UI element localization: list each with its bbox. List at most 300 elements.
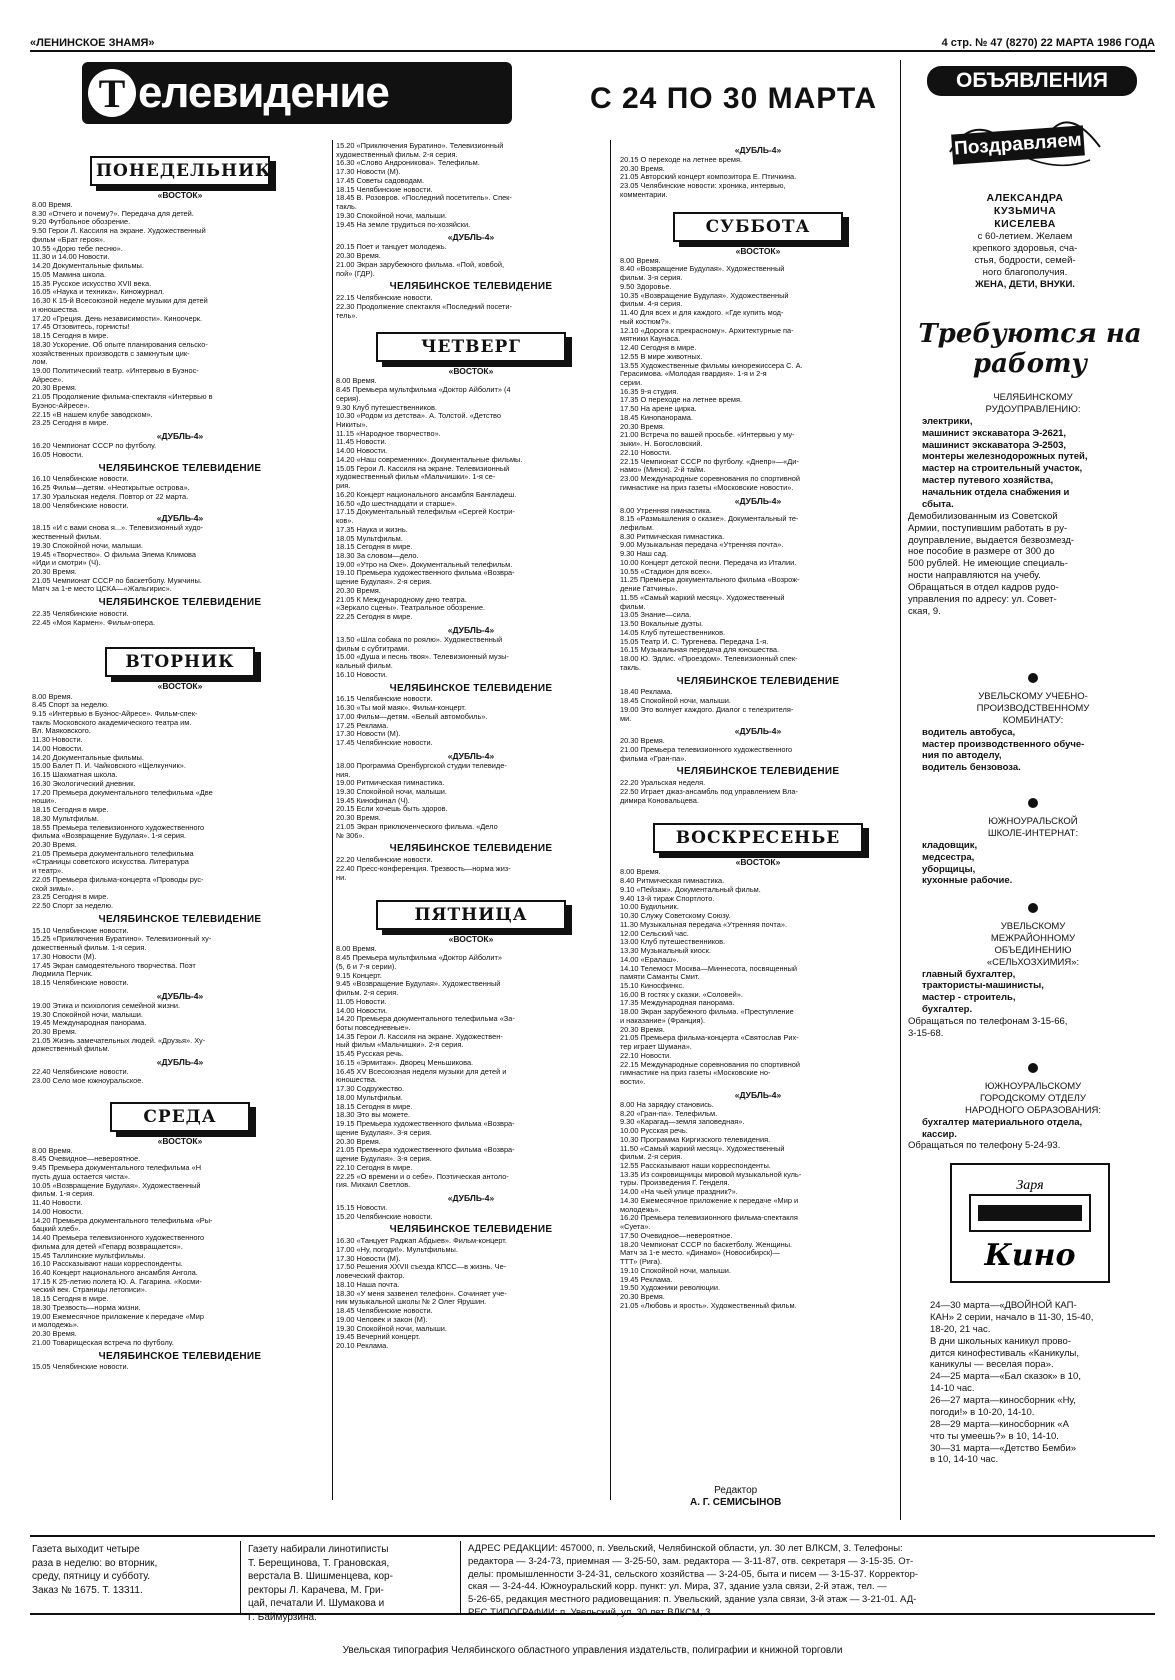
program-line: фильма для детей «Гепард возвращается».: [32, 1242, 183, 1251]
program-line: 10.00 Русская речь.: [620, 1127, 688, 1136]
program-line: 15.00 Балет П. И. Чайковского «Щелкунчик».: [32, 762, 186, 771]
program-line: фильм. 2-я серия.: [336, 989, 399, 998]
program-line: 16.30 «Ты мой маяк». Фильм-концерт.: [336, 704, 467, 713]
employer-name: УВЕЛЬСКОМУ УЧЕБНО-: [978, 691, 1088, 702]
channel-header: «ВОСТОК»: [735, 245, 781, 256]
editor-label: Редактор: [714, 1485, 758, 1496]
footer-line: Газета выходит четыре: [32, 1544, 140, 1555]
program-line: фильм. 3-я серия.: [620, 274, 683, 283]
cinema-building-icon: [952, 1165, 1108, 1281]
program-line: 16.15 «Эрмитаж». Дворец Меньшикова.: [336, 1058, 474, 1067]
cinema-line: 24—25 марта—«Бал сказок» в 10,: [930, 1371, 1081, 1383]
program-line: 18.45 Кинопанорама.: [620, 413, 693, 422]
program-line: 18.40 Реклама.: [620, 688, 673, 697]
program-line: 18.15 Сегодня в мире.: [336, 1102, 413, 1111]
cinema-line: в 10, 14-10 час.: [930, 1454, 999, 1466]
footer-line: цай, печатали И. Шумакова и: [248, 1598, 385, 1609]
program-line: 20.30 Время.: [336, 586, 381, 595]
program-line: 20.30 Время.: [620, 737, 665, 746]
program-line: 21.05 Премьера фильма-концерта «Святослав Рих-: [620, 1034, 799, 1043]
program-line: 17.50 На арене цирка.: [620, 405, 697, 414]
ad-text: 500 рублей. Не имеющие специаль-: [908, 558, 1068, 570]
footer-staff: [248, 1543, 453, 1624]
program-line: 17.30 Содружество.: [336, 1085, 405, 1094]
program-line: 18.00 Челябинские новости.: [32, 501, 129, 510]
program-line: гия. Михаил Светлов.: [336, 1181, 411, 1190]
vacancy: ния по автоделу,: [922, 750, 1002, 762]
program-line: 23.00 Международные соревнования по спортивной: [620, 475, 801, 484]
program-line: 17.35 Наука и жизнь.: [336, 525, 408, 534]
program-line: 18.15 Сегодня в мире.: [32, 806, 109, 815]
program-line: 21.00 Премьера телевизионного художественного: [620, 745, 793, 754]
vacancy: кладовщик,: [922, 839, 978, 851]
program-line: ков».: [336, 517, 354, 526]
program-line: 19.30 Спокойной ночи, малыши.: [336, 1324, 447, 1333]
section-title: [82, 62, 512, 124]
schedule-column-3: [620, 142, 896, 1310]
program-line: 22.25 Сегодня в мире.: [336, 613, 413, 622]
cinema-line: 30—31 марта—«Детство Бемби»: [930, 1442, 1077, 1454]
program-line: 8.45 Спорт за неделю.: [32, 701, 109, 710]
program-line: № 306».: [336, 831, 365, 840]
day-saturday: [620, 212, 896, 806]
program-line: 20.10 Реклама.: [336, 1342, 389, 1351]
channel-header: ЧЕЛЯБИНСКОЕ ТЕЛЕВИДЕНИЕ: [389, 682, 553, 694]
vacancy: водитель бензовоза.: [922, 762, 1021, 774]
congrats-name-2: КУЗЬМИЧА: [993, 205, 1057, 218]
program-line: 16.05 «Наука и техника». Киножурнал.: [32, 288, 165, 297]
program-line: 20.30 Время.: [620, 164, 665, 173]
program-line: «Страницы советского искусства. Литература: [32, 858, 189, 867]
employer-name: ЧЕЛЯБИНСКОМУ: [993, 392, 1073, 403]
program-line: 13.05 Знание—сила.: [620, 611, 692, 620]
program-line: дение Гатчины».: [620, 585, 678, 594]
program-line: 16.00 В гостях у сказки. «Соловей».: [620, 990, 743, 999]
program-line: 17.20 «Греция. День независимости». Киноочерк.: [32, 314, 202, 323]
channel-header: «ДУБЛЬ-4»: [734, 726, 782, 737]
program-line: фильм с субтитрами.: [336, 644, 410, 653]
program-line: Буэнос-Айресе».: [32, 401, 90, 410]
cinema-line: 28—29 марта—киносборник «А: [930, 1418, 1069, 1430]
program-line: 8.45 Премьера мультфильма «Доктор Айболит»: [336, 954, 502, 963]
job-ad-kombinat: [908, 665, 1158, 774]
program-line: 19.30 Спокойной ночи, малыши.: [32, 541, 143, 550]
schedule-column-1: [32, 150, 328, 1372]
program-line: кальный фильм.: [336, 662, 393, 671]
vacancy: машинист экскаватора Э-2503,: [922, 439, 1067, 451]
program-line: ник музыкальной школы № 2 Олег Ярушин.: [336, 1298, 487, 1307]
program-line: ТТТ» (Рига).: [620, 1258, 663, 1267]
program-line: гимнастике на приз газеты «Московские но-: [620, 1069, 771, 1078]
vacancy: трактористы-машинисты,: [922, 980, 1044, 992]
program-line: юношества.: [336, 1076, 377, 1085]
vacancy: бухгалтер материального отдела,: [922, 1116, 1083, 1128]
channel-header: ЧЕЛЯБИНСКОЕ ТЕЛЕВИДЕНИЕ: [98, 1350, 262, 1362]
program-line: 20.30 Время.: [620, 1293, 665, 1301]
program-line: 19.45 Кинофинал (Ч).: [336, 796, 410, 805]
program-line: 20.30 Время.: [336, 252, 381, 261]
program-line: 20.30 Время.: [336, 1137, 381, 1146]
program-line: 15.15 Новости.: [336, 1203, 388, 1212]
program-line: 14.20 Документальные фильмы.: [32, 262, 144, 271]
program-line: 18.30 За словом—дело.: [336, 552, 419, 560]
footer-line: редактора — 3-24-73, приемная — 3-25-50, зам. редактора — 3-11-87, отв. секретаря — 3-15-35. От-: [468, 1555, 914, 1567]
program-line: Матч за 1-е место. «Динамо» (Новосибирск)—: [620, 1249, 780, 1258]
program-line: 19.10 Премьера художественного фильма «Возвра-: [336, 569, 515, 578]
vacancy: уборщицы,: [922, 863, 976, 875]
program-line: 9.50 Здоровье.: [620, 282, 672, 291]
program-line: 14.20 Премьера документального телефильма «За-: [336, 1015, 515, 1024]
program-line: 20.30 Время.: [336, 814, 381, 823]
channel-header: «ДУБЛЬ-4»: [156, 1057, 204, 1068]
ad-text: доуправление, выдается безвозмезд-: [908, 534, 1075, 546]
footer-line: ская — 3-24-44. Южноуральский корр. пункт: ул. Мира, 37, здание узла связи, 2-й этаж, тел. —: [468, 1581, 887, 1593]
footer-line: среду, пятницу и субботу.: [32, 1571, 151, 1582]
program-line: 16.35 9-я студия.: [620, 387, 679, 396]
program-line: 13.50 Вокальные дуэты.: [620, 620, 704, 629]
program-line: 19.45 На земле трудиться по-хозяйски.: [336, 220, 471, 229]
program-line: такль.: [620, 663, 641, 672]
footer-line: раза в неделю: во вторник,: [32, 1557, 158, 1569]
program-line: 18.30 Ускорение. Об опыте планирования сельско-: [32, 340, 208, 349]
program-line: серии.: [620, 378, 643, 387]
ad-text: Обращаться в отдел кадров рудо-: [908, 582, 1059, 593]
program-line: намо» (Минск). 2-й тайм.: [620, 466, 706, 475]
program-line: 21.00 Товарищеская встреча по футболу.: [32, 1338, 174, 1347]
program-line: 19.10 Спокойной ночи, малыши.: [620, 1266, 731, 1275]
program-line: 19.00 Ежемесячное приложение к передаче «Мир: [32, 1312, 204, 1321]
program-line: 19.50 Художники революции.: [620, 1284, 721, 1293]
program-line: фильма «Возвращение Будулая». 1-я серия.: [32, 832, 187, 841]
day-header-friday: ПЯТНИЦА: [376, 900, 566, 930]
program-line: 11.30 Музыкальная передача «Утренняя почта».: [620, 920, 788, 929]
bullet-dot: [1028, 903, 1038, 913]
program-line: 18.15 «И с вами снова я...». Телевизионный худо-: [32, 524, 204, 533]
program-line: хозяйственных производств с замкнутым цик-: [32, 349, 190, 358]
footer-line: Заказ № 1675. Т. 13311.: [32, 1584, 143, 1596]
program-line: 18.15 Сегодня в мире.: [32, 1295, 109, 1304]
program-line: 18.45 Спокойной ночи, малыши.: [620, 697, 731, 706]
program-line: 23.05 Челябинские новости: хроника, интервью,: [620, 182, 786, 191]
program-line: 10.30 Программа Киргизского телевидения.: [620, 1135, 771, 1144]
program-line: 10.35 «Возвращение Будулая». Художественный: [620, 291, 789, 300]
channel-header: ЧЕЛЯБИНСКОЕ ТЕЛЕВИДЕНИЕ: [98, 462, 262, 474]
day-friday: [336, 900, 606, 1350]
program-line: такль Московского академического театра им.: [32, 718, 192, 727]
program-line: 23.25 Сегодня в мире.: [32, 893, 109, 902]
program-line: 22.35 Челябинские новости.: [32, 610, 129, 619]
program-line: художественный фильм «Мальчишки». 1-я се-: [336, 473, 496, 482]
program-line: 16.40 Концерт национального ансамбля Ангола.: [32, 1269, 198, 1277]
program-line: 18.45 Челябинские новости.: [336, 1307, 433, 1316]
program-line: 22.10 Сегодня в мире.: [336, 1163, 413, 1172]
program-line: 9.30 «Карагад—земля заповедная».: [620, 1118, 745, 1127]
vacancy: кухонные рабочие.: [922, 875, 1013, 887]
cinema-line: каникулы — веселая пора».: [930, 1359, 1054, 1371]
program-line: 15.20 Челябинские новости.: [336, 1212, 433, 1221]
program-line: жественный фильм.: [32, 533, 102, 542]
vacancy: медсестра,: [922, 851, 975, 863]
program-line: щение Будулая». 2-я серия.: [336, 578, 432, 587]
congrats-signature: ЖЕНА, ДЕТИ, ВНУКИ.: [975, 278, 1075, 290]
program-line: 22.25 «О времени и о себе». Поэтическая антоло-: [336, 1172, 509, 1181]
program-line: 21.05 Авторский концерт композитора Е. Птичкина.: [620, 173, 797, 182]
program-line: 18.00 Ю. Эдлис. «Проездом». Телевизионный спек-: [620, 655, 798, 664]
program-line: 13.55 Художественные фильмы кинорежиссера С. А.: [620, 361, 803, 370]
program-line: 10.55 «Стадион для всех».: [620, 567, 713, 576]
program-line: 17.20 Премьера документального телефильма «Две: [32, 788, 213, 797]
channel-header: «ДУБЛЬ-4»: [447, 750, 495, 761]
program-line: 16.10 Челябинские новости.: [32, 475, 129, 484]
employer-name: ОБЪЕДИНЕНИЮ: [994, 944, 1072, 956]
program-line: 20.30 Время.: [32, 840, 77, 849]
program-line: 15.05 Мамина школа.: [32, 270, 107, 279]
vacancy: машинист экскаватора Э-2621,: [922, 427, 1067, 439]
channel-header: «ВОСТОК»: [157, 1135, 203, 1146]
program-line: ный фильм «Мальчишки». 2-я серия.: [336, 1041, 464, 1050]
vacancy: бухгалтер.: [922, 1004, 973, 1016]
program-line: молодежь».: [620, 1205, 661, 1214]
program-line: 22.20 Челябинские новости.: [336, 856, 433, 865]
program-line: «Зеркало сцены». Театральное обозрение.: [336, 604, 486, 613]
program-line: ни.: [336, 873, 347, 882]
program-line: 9.45 Премьера документального телефильма «Н: [32, 1164, 202, 1173]
program-line: 16.15 Челябинские новости.: [336, 695, 433, 704]
program-line: 13.50 «Шла собака по роялю». Художественный: [336, 635, 503, 644]
program-line: 21.00 Экран зарубежного фильма. «Пой, ковбой,: [336, 260, 504, 269]
program-line: 18.00 Мультфильм.: [336, 1093, 403, 1102]
cinema-line: 24—30 марта—«ДВОЙНОЙ КАП-: [930, 1300, 1077, 1311]
program-line: 8.00 Время.: [32, 201, 73, 210]
program-line: 20.15 Если хочешь быть здоров.: [336, 805, 448, 814]
program-line: ческий век. Страницы летописи».: [32, 1286, 147, 1295]
program-line: 20.15 Поет и танцует молодежь.: [336, 243, 447, 252]
program-line: 17.50 Решения XXVII съезда КПСС—в жизнь. Че-: [336, 1263, 507, 1272]
program-line: 15.05 Театр И. С. Тургенева. Передача 1-я.: [620, 637, 769, 646]
program-line: 21.05 Премьера документального телефильма: [32, 849, 194, 858]
program-line: Людмила Перчик.: [32, 970, 93, 979]
job-ad-selkhozkhimiya: [908, 895, 1158, 1040]
channel-header: «ДУБЛЬ-4»: [447, 1192, 495, 1203]
channel-header: ЧЕЛЯБИНСКОЕ ТЕЛЕВИДЕНИЕ: [389, 843, 553, 855]
program-line: 16.10 Рассказывают наши корреспонденты.: [32, 1260, 183, 1269]
program-line: фильм. 1-я серия.: [32, 1190, 95, 1199]
channel-header: ЧЕЛЯБИНСКОЕ ТЕЛЕВИДЕНИЕ: [389, 1224, 553, 1236]
program-line: пусть душа остается чиста».: [32, 1172, 131, 1181]
cinema-logo: [950, 1163, 1110, 1283]
job-ad-internat: [908, 790, 1158, 887]
program-line: 17.15 Документальный телефильм «Сергей Костри-: [336, 508, 515, 517]
cinema-line: 14-10 час.: [930, 1383, 975, 1395]
cinema-listing: [930, 1300, 1155, 1466]
program-line: ноши».: [32, 797, 57, 806]
program-line: и молодежь».: [32, 1321, 79, 1330]
program-line: 14.20 Премьера документального телефильма «Ры-: [32, 1216, 213, 1225]
program-line: 8.20 «Гран-па». Телефильм.: [620, 1109, 718, 1118]
wednesday-dubl4: [336, 232, 606, 278]
program-line: «Суета».: [620, 1223, 651, 1232]
program-line: 15.10 Киносфинкс.: [620, 982, 685, 991]
program-line: лом.: [32, 358, 48, 367]
program-line: Вл. Маяковского.: [32, 727, 91, 736]
program-line: фильм. 4-я серия.: [620, 300, 683, 309]
footer-line: Т. Берещинова, Т. Грановская,: [248, 1557, 390, 1569]
vacancy: электрики,: [922, 415, 973, 427]
program-line: 19.45 Международная панорама.: [32, 1019, 147, 1028]
program-line: 21.05 Экран приключенческого фильма. «Дело: [336, 822, 498, 831]
footer-line: АДРЕС РЕДАКЦИИ: 457000, п. Увельский, Челябинской области, ул. 30 лет ВЛКСМ, 3. Телефоны:: [468, 1543, 903, 1554]
program-line: 16.25 Фильм—детям. «Неоткрытые острова».: [32, 484, 190, 493]
issue-info: 4 стр. № 47 (8270) 22 МАРТА 1986 ГОДА: [941, 37, 1155, 50]
program-line: 12.40 Сегодня в мире.: [620, 344, 697, 353]
program-line: 14.00 «На чьей улице праздник?».: [620, 1188, 738, 1197]
footer-divider: [240, 1541, 241, 1613]
program-line: боты повседневные».: [336, 1024, 411, 1033]
program-line: 10.00 Концерт детской песни. Передача из Италии.: [620, 558, 797, 567]
program-line: 21.05 «Любовь и ярость». Художественный фильм.: [620, 1301, 797, 1310]
congratulation: [915, 192, 1135, 291]
program-line: 22.50 Играет джаз-ансамбль под управлением Вла-: [620, 787, 799, 796]
day-header-saturday: СУББОТА: [673, 212, 843, 242]
cinema-line: КАН» 2 серии, начало в 11-30, 15-40,: [930, 1311, 1094, 1323]
channel-header: ЧЕЛЯБИНСКОЕ ТЕЛЕВИДЕНИЕ: [676, 766, 840, 778]
program-line: (5, 6 и 7-я серии).: [336, 962, 397, 971]
program-line: 18.30 Это вы можете.: [336, 1111, 410, 1120]
vacancy: мастер путевого хозяйства,: [922, 475, 1054, 487]
vacancy: мастер производственного обуче-: [922, 738, 1085, 750]
program-line: пой» (ГДР).: [336, 269, 375, 278]
program-line: 15.45 Таллинские мультфильмы.: [32, 1251, 146, 1260]
program-line: 23.00 Село мое южноуральское.: [32, 1076, 144, 1085]
vacancy: мастер - строитель,: [922, 992, 1016, 1004]
program-line: 8.15 «Размышления о сказке». Документальный те-: [620, 515, 799, 524]
program-line: 8.00 Время.: [32, 692, 73, 701]
program-line: и театр».: [32, 867, 64, 876]
program-line: и юношества.: [32, 305, 80, 314]
program-line: 19.45 Вечерний концерт.: [336, 1333, 421, 1342]
congrats-name-1: АЛЕКСАНДРА: [986, 192, 1064, 204]
program-line: 12.00 Сельский час.: [620, 929, 689, 938]
program-line: такль.: [336, 203, 357, 212]
program-line: мятники Каунаса.: [620, 335, 681, 344]
program-line: 8.00 На зарядку становись.: [620, 1100, 714, 1109]
program-line: 18.30 «У меня зазвенел телефон». Сочиняет уче-: [336, 1289, 507, 1298]
program-line: 8.00 Время.: [336, 945, 377, 954]
program-line: 19.00 Политический театр. «Интервью в Буэнос-: [32, 366, 199, 375]
employer-name: ГОРОДСКОМУ ОТДЕЛУ: [980, 1092, 1086, 1104]
congrats-name-3: КИСЕЛЕВА: [994, 218, 1056, 231]
channel-header: «ДУБЛЬ-4»: [447, 624, 495, 635]
employer-name: ПРОИЗВОДСТВЕННОМУ: [976, 702, 1090, 714]
program-line: 9.00 Музыкальная передача «Утренняя почта».: [620, 541, 784, 550]
footer-line: делы: промышленности 3-24-31, сельского хозяйства — 3-24-05, быта и писем — 3-15-37. Корректор-: [468, 1568, 919, 1580]
program-line: 14.30 Ежемесячное приложение к передаче «Мир и: [620, 1196, 799, 1205]
program-line: 17.15 К 25-летию полета Ю. А. Гагарина. «Косми-: [32, 1277, 202, 1286]
program-line: 17.30 Новости (М).: [32, 952, 97, 961]
program-line: 11.30 Новости.: [32, 736, 83, 745]
bullet-dot: [1028, 673, 1038, 683]
column-rule: [610, 140, 611, 1500]
program-line: 16.20 Концерт национального ансамбля Бангладеш.: [336, 490, 517, 499]
program-line: 21.05 Продолжение фильма-спектакля «Интервью в: [32, 393, 213, 402]
program-line: 17.30 Новости (М).: [336, 168, 401, 177]
program-line: зыки». Н. Богословский.: [620, 440, 703, 449]
ad-text: ности направляются на учебу.: [908, 570, 1041, 582]
program-line: 14.20 Документальные фильмы.: [32, 753, 144, 762]
title-text: елевидение: [138, 68, 389, 117]
program-line: 8.00 Время.: [620, 868, 661, 877]
program-line: 9.15 Концерт.: [336, 971, 382, 980]
program-line: 20.30 Время.: [32, 1330, 77, 1339]
program-line: 15.00 «Душа и песнь твоя». Телевизионный музы-: [336, 653, 509, 662]
program-line: фильм.: [620, 602, 646, 611]
program-line: 18.55 Премьера телевизионного художественного: [32, 823, 205, 832]
program-line: дожественный фильм.: [32, 1045, 110, 1054]
program-line: 17.45 Экран самодеятельного творчества. Поэт: [32, 961, 196, 970]
cinema-line: погоди!» в 10-20, 14-10.: [930, 1406, 1035, 1418]
program-line: серия).: [336, 394, 361, 403]
program-line: 19.45 Реклама.: [620, 1275, 673, 1284]
program-line: щение Будулая». 3-я серия.: [336, 1128, 432, 1137]
program-line: 17.30 Уральская неделя. Повтор от 22 марта.: [32, 492, 189, 501]
program-line: 16.30 К 15-й Всесоюзной неделе музыки для детей: [32, 297, 208, 306]
program-line: 17.45 Челябинские новости.: [336, 739, 433, 748]
program-line: 22.30 Продолжение спектакля «Последний посети-: [336, 302, 512, 311]
program-line: 20.30 Время.: [620, 1025, 665, 1034]
channel-header: «ДУБЛЬ-4»: [734, 145, 782, 155]
program-line: 14.20 «Наш современник». Документальные фильмы.: [336, 455, 523, 464]
ad-text: Армии, поступившим работать в ру-: [908, 522, 1068, 534]
vacancy: сбыта.: [922, 498, 954, 510]
program-line: и наказание» (Франция).: [620, 1016, 706, 1025]
program-line: 21.00 Встреча по вашей просьбе. «Интервью у му-: [620, 431, 795, 440]
job-ad-gorono: [908, 1055, 1158, 1152]
program-line: 16.45 XV Всесоюзная неделя музыки для детей и: [336, 1067, 507, 1076]
program-line: 8.00 Время.: [620, 256, 661, 265]
program-line: 18.00 Экран зарубежного фильма. «Преступление: [620, 1008, 794, 1017]
ad-text: ская, 9.: [908, 605, 941, 617]
program-line: 17.45 Отзовитесь, горнисты!: [32, 323, 130, 332]
program-line: 16.30 Экологический дневник.: [32, 779, 136, 788]
program-line: фильм. 2-я серия.: [620, 1153, 683, 1162]
column-rule: [900, 60, 901, 1520]
program-line: 12.55 В мире животных.: [620, 352, 703, 361]
program-line: 9.30 Клуб путешественников.: [336, 403, 438, 412]
program-line: 19.15 Премьера художественного фильма «Возвра-: [336, 1120, 515, 1129]
program-line: «Иди и смотри» (Ч).: [32, 559, 101, 568]
footer-line: Г. Баймурзина.: [248, 1611, 317, 1623]
program-line: 16.30 «Танцует Раджап Абдыев». Фильм-концерт.: [336, 1237, 507, 1246]
program-line: 20.30 Время.: [620, 422, 665, 431]
vacancy: кассир.: [922, 1128, 957, 1140]
footer-line: ректоры Л. Карачева, М. Гри-: [248, 1584, 384, 1596]
program-line: рия.: [336, 482, 351, 491]
schedule-column-2: [336, 142, 606, 1351]
footer: [30, 1535, 1155, 1623]
date-range: С 24 ПО 30 МАРТА: [590, 82, 878, 115]
day-thursday: [336, 332, 606, 882]
day-monday: [32, 156, 328, 627]
channel-header: «ДУБЛЬ-4»: [734, 495, 782, 506]
program-line: 17.50 Очевидное—невероятное.: [620, 1231, 733, 1240]
vacancy: монтеры железнодорожных путей,: [922, 451, 1088, 463]
program-line: 22.15 «В нашем клубе заводском».: [32, 410, 153, 419]
program-line: 13.00 Клуб путешественников.: [620, 938, 726, 947]
title-initial: Т: [88, 69, 136, 117]
ad-text: Обращаться по телефону 5-24-93.: [908, 1140, 1061, 1152]
employer-name: КОМБИНАТУ:: [1002, 714, 1064, 726]
employer-name: ЮЖНОУРАЛЬСКОЙ: [988, 816, 1078, 827]
